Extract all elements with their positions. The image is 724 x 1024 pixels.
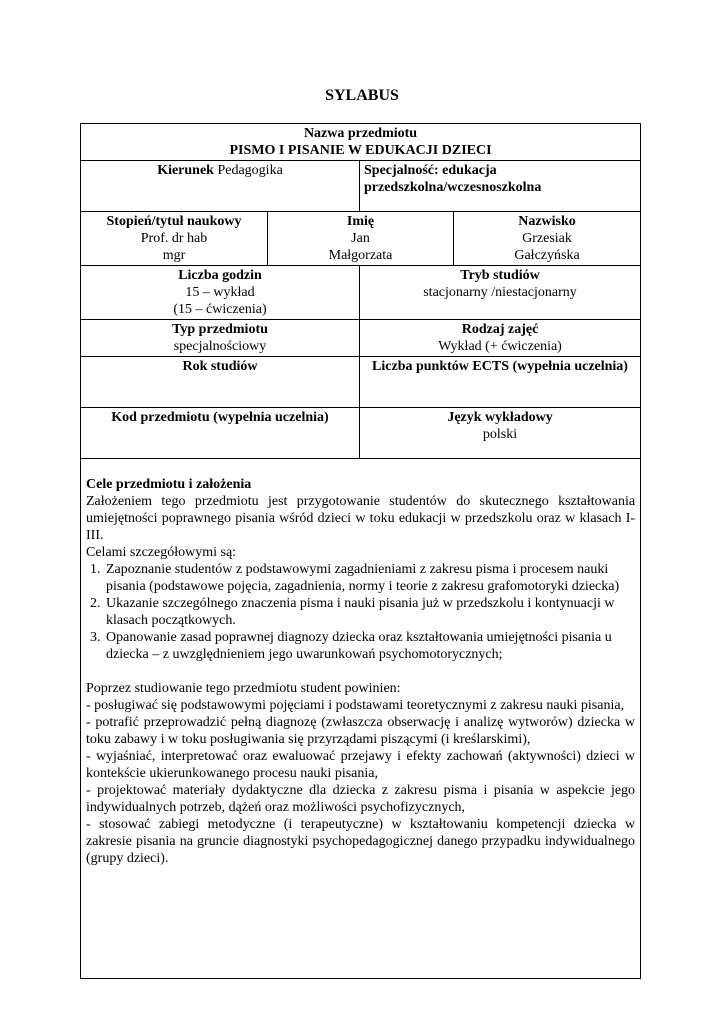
code-row bbox=[81, 408, 641, 459]
spacer bbox=[86, 663, 635, 680]
language-cell bbox=[360, 408, 641, 459]
direction-value: Pedagogika bbox=[217, 163, 283, 178]
degree-header: Stopień/tytuł naukowy bbox=[106, 214, 242, 229]
aim-item: 3. Opanowanie zasad poprawnej diagnozy dziecka oraz kształtowania umiejętności pisania u dziecka – z uwzględnieniem jego uwarunkowań psychomotorycznych; bbox=[104, 629, 635, 663]
study-year-cell bbox=[81, 357, 360, 408]
last-name-value-1: Grzesiak bbox=[522, 231, 572, 246]
first-name-value-1: Jan bbox=[351, 231, 370, 246]
class-type-cell bbox=[360, 320, 641, 357]
goals-intro: Założeniem tego przedmiotu jest przygotowanie studentów do skutecznego kształtowania umiejętności poprawnego pisania wśród dzieci w toku edukacji w przedszkolu oraz w klasach I-III. bbox=[86, 494, 636, 543]
code-label: Kod przedmiotu (wypełnia uczelnia) bbox=[111, 410, 329, 425]
subject-type-value: specjalnościowy bbox=[173, 339, 267, 354]
hours-label: Liczba godzin bbox=[178, 268, 262, 283]
ects-label: Liczba punktów ECTS (wypełnia uczelnia) bbox=[372, 359, 628, 374]
direction-cell bbox=[81, 161, 360, 212]
syllabus-table bbox=[80, 123, 641, 979]
class-type-value: Wykład (+ ćwiczenia) bbox=[438, 339, 562, 354]
aim-item: 2. Ukazanie szczególnego znaczenia pisma i nauki pisania już w przedszkolu i kontynuacji w klasach początkowych. bbox=[104, 595, 635, 629]
last-name-value-2: Gałczyńska bbox=[514, 248, 580, 263]
first-name-header: Imię bbox=[346, 214, 375, 229]
outcome-item: - posługiwać się podstawowymi pojęciami i podstawami teoretycznymi z zakresu nauki pisania, bbox=[86, 698, 625, 713]
subject-type-cell bbox=[81, 320, 360, 357]
degree-value-1: Prof. dr hab bbox=[140, 231, 208, 246]
direction-label: Kierunek bbox=[157, 163, 214, 178]
aims-list bbox=[86, 561, 635, 663]
language-value: polski bbox=[482, 427, 518, 442]
specialty-value: edukacja przedszkolna/wczesnoszkolna bbox=[364, 163, 542, 195]
subject-type-label: Typ przedmiotu bbox=[172, 322, 268, 337]
aim-item: 1. Zapoznanie studentów z podstawowymi zagadnieniami z zakresu pisma i procesem nauki pisania (podstawowe pojęcia, zagadnienia, normy i teorie z zakresu grafomotoryki dziecka) bbox=[104, 561, 635, 595]
outcome-item: - stosować zabiegi metodyczne (i terapeutyczne) w kształtowaniu kompetencji dziecka w zakresie pisania na gruncie diagnostyki psychopedagogicznej danego przypadku indywidualnego (grupy dzieci). bbox=[86, 817, 636, 866]
outcomes-label: Poprzez studiowanie tego przedmiotu student powinien: bbox=[86, 681, 401, 696]
language-label: Język wykładowy bbox=[447, 410, 553, 425]
year-row bbox=[81, 357, 641, 408]
last-name-cell bbox=[454, 212, 641, 266]
document-title: SYLABUS bbox=[325, 87, 399, 104]
staff-row bbox=[81, 212, 641, 266]
type-row bbox=[81, 320, 641, 357]
code-cell bbox=[81, 408, 360, 459]
aims-label: Celami szczegółowymi są: bbox=[86, 545, 237, 560]
study-year-label: Rok studiów bbox=[182, 359, 258, 374]
outcome-item: - potrafić przeprowadzić pełną diagnozę (zwłaszcza obserwację i analizę wytworów) dziecka w toku zabawy i w toku posługiwania się przyrządami piszącymi (i kreślarskimi), bbox=[86, 715, 636, 747]
study-mode-value: stacjonarny /niestacjonarny bbox=[423, 285, 577, 300]
subject-label: Nazwa przedmiotu bbox=[303, 126, 418, 141]
specialty-label: Specjalność: bbox=[364, 163, 439, 178]
hours-exercises: (15 – ćwiczenia) bbox=[173, 302, 267, 317]
specialty-cell bbox=[360, 161, 641, 212]
subject-cell bbox=[81, 124, 641, 161]
subject-name: PISMO I PISANIE W EDUKACJI DZIECI bbox=[229, 143, 492, 158]
degree-value-2: mgr bbox=[162, 248, 186, 263]
last-name-header: Nazwisko bbox=[518, 214, 576, 229]
hours-cell bbox=[81, 266, 360, 320]
goals-cell bbox=[81, 459, 641, 979]
direction-row bbox=[81, 161, 641, 212]
study-mode-cell bbox=[360, 266, 641, 320]
first-name-cell bbox=[268, 212, 454, 266]
first-name-value-2: Małgorzata bbox=[328, 248, 393, 263]
hours-lecture: 15 – wykład bbox=[185, 285, 255, 300]
hours-row bbox=[81, 266, 641, 320]
degree-cell bbox=[81, 212, 268, 266]
ects-cell bbox=[360, 357, 641, 408]
study-mode-label: Tryb studiów bbox=[460, 268, 540, 283]
class-type-label: Rodzaj zajęć bbox=[461, 322, 539, 337]
subject-row bbox=[81, 124, 641, 161]
goals-heading: Cele przedmiotu i założenia bbox=[86, 477, 252, 492]
goals-row bbox=[81, 459, 641, 979]
outcome-item: - wyjaśniać, interpretować oraz ewaluować przejawy i efekty zachowań (aktywności) dzieci w kontekście ukierunkowanego procesu nauki pisania, bbox=[86, 749, 636, 781]
outcome-item: - projektować materiały dydaktyczne dla dziecka z zakresu pisma i pisania w aspekcie jego indywidualnych potrzeb, dążeń oraz możliwości psychofizycznych, bbox=[86, 783, 636, 815]
